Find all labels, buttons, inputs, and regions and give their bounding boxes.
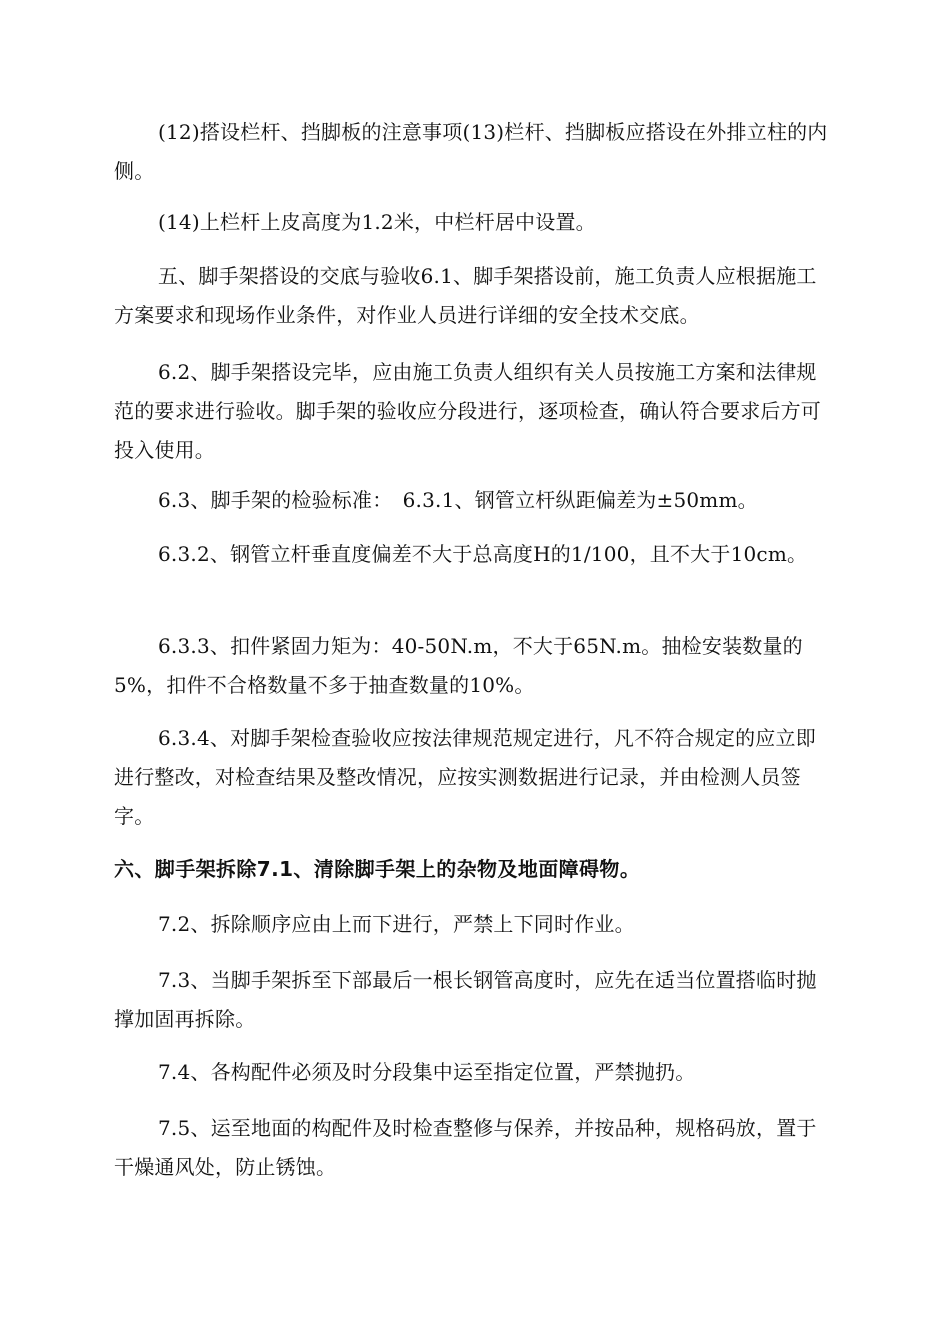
paragraph-6-3-standards: 6.3、脚手架的检验标准： 6.3.1、钢管立杆纵距偏差为±50mm。: [158, 488, 758, 512]
paragraph-7-3-bracing: 7.3、当脚手架拆至下部最后一根长钢管高度时，应先在适当位置搭临时抛撑加固再拆除。: [114, 968, 817, 1031]
paragraph-6-2-acceptance: 6.2、脚手架搭设完毕，应由施工负责人组织有关人员按施工方案和法律规范的要求进行验收。脚手架的验收应分段进行，逐项检查，确认符合要求后方可投入使用。: [114, 360, 821, 462]
paragraph-railing-notes: (12)搭设栏杆、挡脚板的注意事项(13)栏杆、挡脚板应搭设在外排立柱的内侧。: [114, 120, 828, 183]
paragraph-section-5-briefing: 五、脚手架搭设的交底与验收6.1、脚手架搭设前，施工负责人应根据施工方案要求和现场作业条件，对作业人员进行详细的安全技术交底。: [114, 264, 817, 327]
paragraph-railing-height: (14)上栏杆上皮高度为1.2米，中栏杆居中设置。: [158, 210, 596, 234]
paragraph-6-3-3-torque: 6.3.3、扣件紧固力矩为：40-50N.m，不大于65N.m。抽检安装数量的5%，扣件不合格数量不多于抽查数量的10%。: [114, 634, 803, 697]
section-heading-dismantling: 六、脚手架拆除7.1、清除脚手架上的杂物及地面障碍物。: [114, 857, 641, 881]
paragraph-7-2-order: 7.2、拆除顺序应由上而下进行，严禁上下同时作业。: [158, 912, 635, 936]
paragraph-7-4-components: 7.4、各构配件必须及时分段集中运至指定位置，严禁抛扔。: [158, 1060, 696, 1084]
paragraph-6-3-2-verticality: 6.3.2、钢管立杆垂直度偏差不大于总高度H的1/100，且不大于10cm。: [158, 542, 808, 566]
paragraph-7-5-maintenance: 7.5、运至地面的构配件及时检查整修与保养，并按品种，规格码放，置于干燥通风处，防止锈蚀。: [114, 1116, 817, 1179]
paragraph-6-3-4-inspection: 6.3.4、对脚手架检查验收应按法律规范规定进行，凡不符合规定的应立即进行整改，对检查结果及整改情况，应按实测数据进行记录，并由检测人员签字。: [114, 726, 816, 828]
